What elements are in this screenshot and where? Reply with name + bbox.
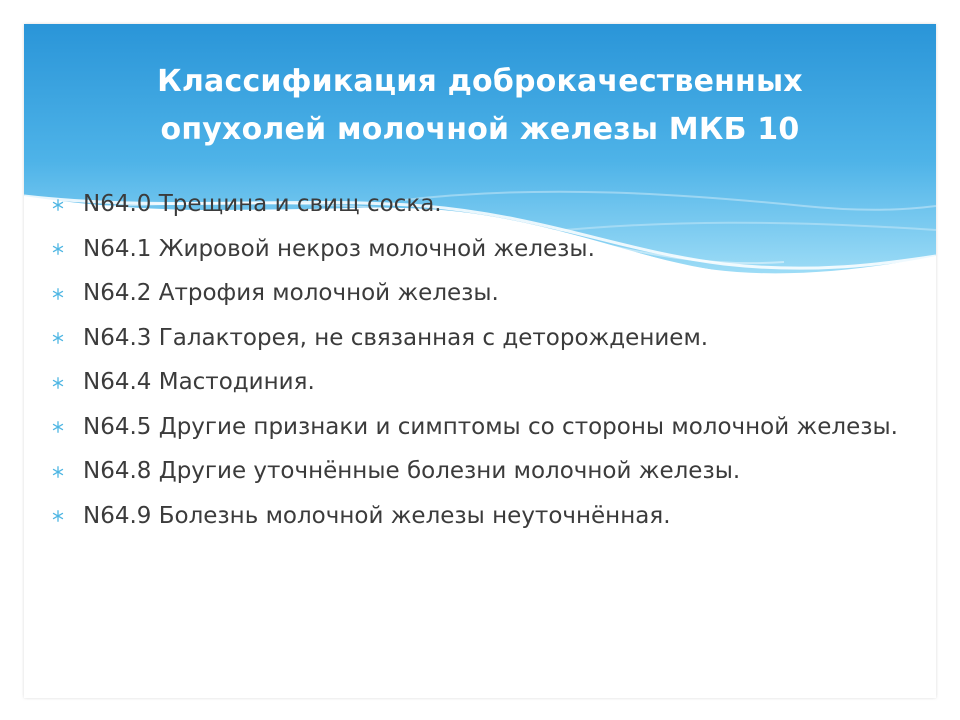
list-item [52, 500, 912, 533]
list-item-text: N64.1 Жировой некроз молочной железы. [83, 235, 595, 262]
asterisk-bullet-icon [52, 411, 68, 444]
list-item [52, 188, 912, 221]
list-item [52, 233, 912, 266]
list-item-text: N64.5 Другие признаки и симптомы со стороны молочной железы. [83, 413, 898, 440]
title-line-2: опухолей молочной железы МКБ 10 [160, 112, 800, 147]
asterisk-bullet-icon [52, 455, 68, 488]
slide-title [24, 58, 936, 154]
list-item [52, 366, 912, 399]
asterisk-bullet-icon [52, 233, 68, 266]
list-item [52, 455, 912, 488]
slide [24, 24, 936, 698]
list-item-text: N64.9 Болезнь молочной железы неуточнённая. [83, 502, 671, 529]
title-line-1: Классификация доброкачественных [157, 64, 803, 99]
list-item-text: N64.8 Другие уточнённые болезни молочной железы. [83, 458, 741, 484]
asterisk-bullet-icon [52, 500, 68, 533]
list-item [52, 277, 912, 310]
list-item [52, 322, 912, 355]
list-item-text: N64.0 Трещина и свищ соска. [83, 191, 442, 217]
list-item-text: N64.3 Галакторея, не связанная с деторождением. [83, 324, 709, 351]
list-item [52, 411, 912, 444]
classification-list [52, 188, 912, 544]
list-item-text: N64.2 Атрофия молочной железы. [83, 280, 499, 306]
asterisk-bullet-icon [52, 322, 68, 355]
list-item-text: N64.4 Мастодиния. [83, 369, 315, 395]
asterisk-bullet-icon [52, 188, 68, 221]
asterisk-bullet-icon [52, 277, 68, 310]
asterisk-bullet-icon [52, 366, 68, 399]
